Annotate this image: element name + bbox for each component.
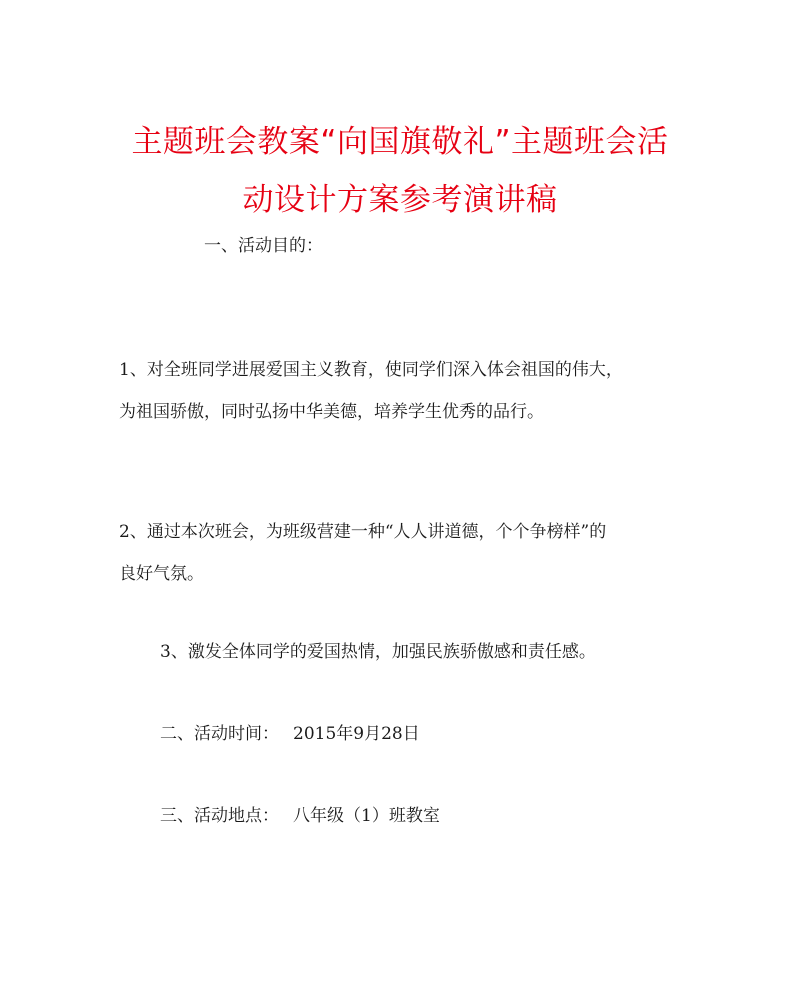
activity-place-label: 三、活动地点： bbox=[160, 806, 279, 826]
activity-place-value: 八年级（1）班教室 bbox=[293, 806, 440, 826]
goal-2-text-line-2: 良好气氛。 bbox=[119, 564, 204, 584]
goal-3-text: 3、激发全体同学的爱国热情，加强民族骄傲感和责任感。 bbox=[160, 642, 596, 662]
activity-place-row bbox=[160, 806, 440, 826]
activity-time-label: 二、活动时间： bbox=[160, 724, 279, 744]
section-heading-goals: 一、活动目的： bbox=[204, 236, 323, 256]
activity-time-value: 2015年9月28日 bbox=[293, 724, 420, 744]
goal-1-text-line-2: 为祖国骄傲，同时弘扬中华美德，培养学生优秀的品行。 bbox=[119, 402, 544, 422]
document-title-line-1: 主题班会教案“向国旗敬礼”主题班会活 bbox=[131, 124, 669, 160]
activity-time-row bbox=[160, 724, 420, 744]
document-title-line-2: 动设计方案参考演讲稿 bbox=[242, 182, 558, 218]
goal-2-text-line-1: 2、通过本次班会，为班级营建一种“人人讲道德，个个争榜样”的 bbox=[119, 522, 607, 542]
goal-1-text-line-1: 1、对全班同学进展爱国主义教育，使同学们深入体会祖国的伟大， bbox=[119, 360, 623, 380]
